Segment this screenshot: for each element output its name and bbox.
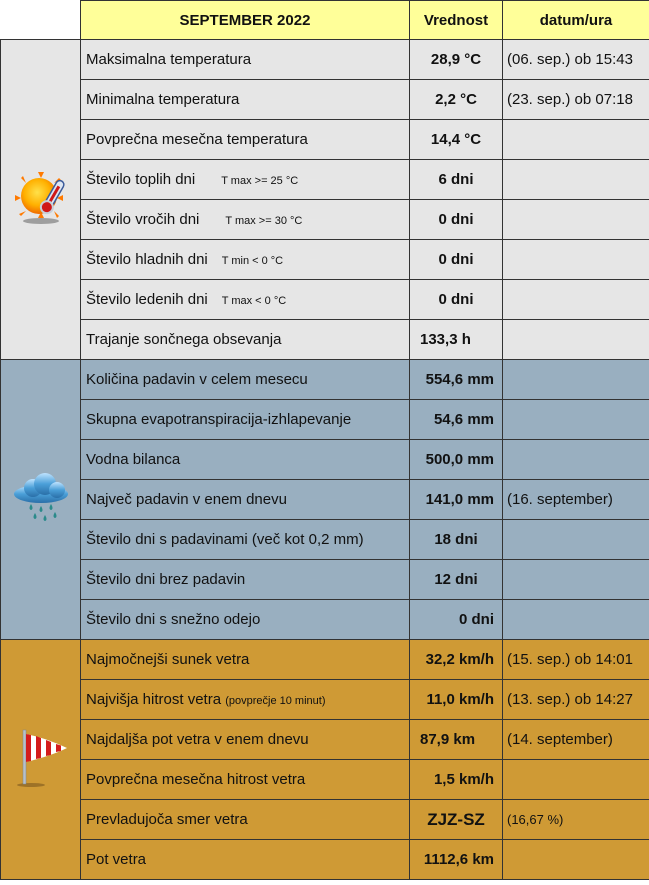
row-value: 18 dni — [410, 520, 503, 560]
row-date — [503, 320, 649, 360]
row-note: (povprečje 10 minut) — [225, 695, 326, 707]
row-date — [503, 760, 649, 800]
table-row — [1, 520, 649, 560]
row-date: (23. sep.) ob 07:18 — [503, 80, 649, 120]
row-date — [503, 400, 649, 440]
row-value: 554,6 mm — [410, 360, 503, 400]
windsock-icon — [11, 728, 71, 788]
row-date — [503, 560, 649, 600]
table-row — [1, 120, 649, 160]
row-date — [503, 840, 649, 880]
row-label: Število dni s snežno odejo — [81, 600, 410, 640]
row-value: 54,6 mm — [410, 400, 503, 440]
row-label — [81, 40, 410, 80]
table-row — [1, 40, 649, 80]
table-row — [1, 600, 649, 640]
row-date — [503, 520, 649, 560]
row-label — [81, 720, 410, 760]
precipitation-section-icon-cell — [1, 360, 81, 640]
row-value: 0 dni — [410, 280, 503, 320]
table-row — [1, 760, 649, 800]
header-row — [1, 1, 649, 40]
row-date: (16. september) — [503, 480, 649, 520]
label-text: Število vročih dni — [86, 211, 200, 228]
table-row — [1, 360, 649, 400]
table-row — [1, 800, 649, 840]
table-row — [1, 680, 649, 720]
label-text: Najvišja hitrost vetra — [86, 691, 222, 708]
row-label — [81, 280, 410, 320]
sun-thermometer-icon — [11, 168, 71, 228]
label-text: Število hladnih dni — [86, 251, 208, 268]
label-text: Prevladujoča smer vetra — [86, 811, 248, 828]
row-value: 1,5 km/h — [410, 760, 503, 800]
row-value: 2,2 °C — [410, 80, 503, 120]
row-value: 0 dni — [410, 600, 503, 640]
row-date — [503, 160, 649, 200]
row-value: 1112,6 km — [410, 840, 503, 880]
row-label — [81, 320, 410, 360]
row-value: 0 dni — [410, 200, 503, 240]
row-date: (16,67 %) — [503, 800, 649, 840]
row-label — [81, 200, 410, 240]
row-value: 11,0 km/h — [410, 680, 503, 720]
row-value: 500,0 mm — [410, 440, 503, 480]
row-label — [81, 240, 410, 280]
label-text: Število ledenih dni — [86, 291, 208, 308]
row-label: Število dni brez padavin — [81, 560, 410, 600]
row-label: Največ padavin v enem dnevu — [81, 480, 410, 520]
row-note: T max >= 30 °C — [225, 215, 303, 227]
row-label — [81, 120, 410, 160]
row-label: Vodna bilanca — [81, 440, 410, 480]
header-date: datum/ura — [503, 1, 649, 40]
table-row — [1, 280, 649, 320]
row-value: 14,4 °C — [410, 120, 503, 160]
table-row — [1, 560, 649, 600]
row-label — [81, 800, 410, 840]
label-text: Število toplih dni — [86, 171, 196, 188]
label-text: Minimalna temperatura — [86, 91, 240, 108]
row-note: T max < 0 °C — [221, 295, 287, 307]
row-date — [503, 200, 649, 240]
row-value: 141,0 mm — [410, 480, 503, 520]
row-value: 12 dni — [410, 560, 503, 600]
table-row — [1, 440, 649, 480]
row-label — [81, 760, 410, 800]
row-date — [503, 120, 649, 160]
table-row — [1, 80, 649, 120]
table-row — [1, 160, 649, 200]
row-value: 0 dni — [410, 240, 503, 280]
header-blank — [1, 1, 81, 40]
row-label: Število dni s padavinami (več kot 0,2 mm) — [81, 520, 410, 560]
label-text: Pot vetra — [86, 851, 147, 868]
row-value: 28,9 °C — [410, 40, 503, 80]
table-row — [1, 840, 649, 880]
row-date: (15. sep.) ob 14:01 — [503, 640, 649, 680]
row-label: Skupna evapotranspiracija-izhlapevanje — [81, 400, 410, 440]
row-label — [81, 640, 410, 680]
label-text: Najdaljša pot vetra v enem dnevu — [86, 731, 309, 748]
table-row — [1, 200, 649, 240]
row-label: Količina padavin v celem mesecu — [81, 360, 410, 400]
row-date: (13. sep.) ob 14:27 — [503, 680, 649, 720]
table-row — [1, 720, 649, 760]
header-title: SEPTEMBER 2022 — [81, 1, 410, 40]
row-date — [503, 240, 649, 280]
table-row — [1, 480, 649, 520]
row-value: ZJZ-SZ — [410, 800, 503, 840]
label-text: Najmočnejši sunek vetra — [86, 651, 250, 668]
row-date — [503, 440, 649, 480]
header-value: Vrednost — [410, 1, 503, 40]
label-text: Trajanje sončnega obsevanja — [86, 331, 282, 348]
row-label — [81, 840, 410, 880]
row-value: 6 dni — [410, 160, 503, 200]
row-date — [503, 600, 649, 640]
row-value: 87,9 km — [410, 720, 503, 760]
wind-section-icon-cell — [1, 640, 81, 880]
row-note: T min < 0 °C — [221, 255, 284, 267]
table-row — [1, 320, 649, 360]
label-text: Povprečna mesečna hitrost vetra — [86, 771, 306, 788]
row-note: T max >= 25 °C — [221, 175, 299, 187]
row-date — [503, 360, 649, 400]
row-date: (06. sep.) ob 15:43 — [503, 40, 649, 80]
table-row — [1, 640, 649, 680]
table-row — [1, 400, 649, 440]
table-row — [1, 240, 649, 280]
row-label — [81, 680, 410, 720]
row-value: 133,3 h — [410, 320, 503, 360]
row-label — [81, 160, 410, 200]
label-text: Povprečna mesečna temperatura — [86, 131, 308, 148]
row-date: (14. september) — [503, 720, 649, 760]
row-label — [81, 80, 410, 120]
row-date — [503, 280, 649, 320]
rain-cloud-icon — [11, 468, 71, 528]
row-value: 32,2 km/h — [410, 640, 503, 680]
label-text: Maksimalna temperatura — [86, 51, 252, 68]
temperature-section-icon-cell — [1, 40, 81, 360]
